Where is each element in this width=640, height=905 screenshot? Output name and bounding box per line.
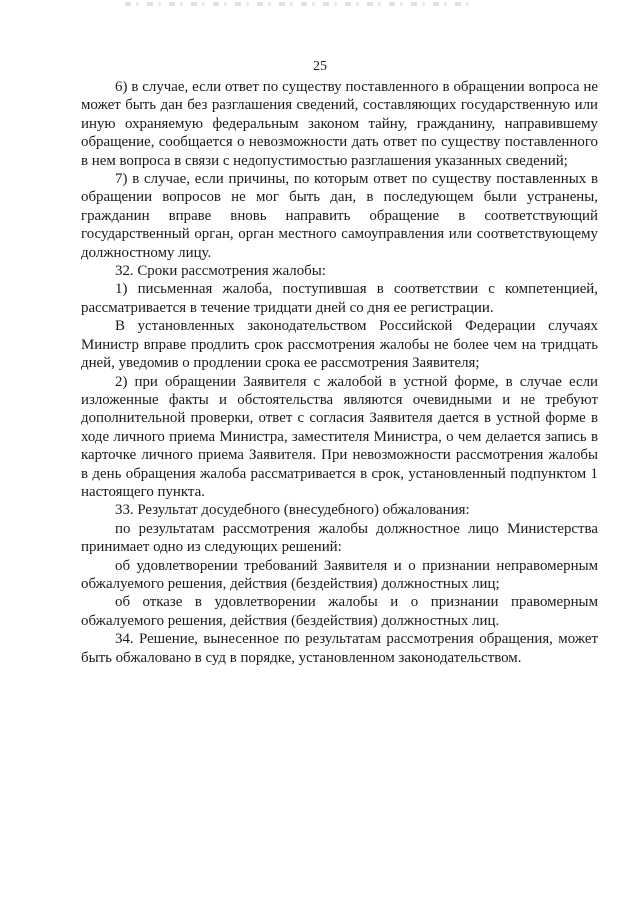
paragraph-33-refuse: об отказе в удовлетворении жалобы и о признании правомерным обжалуемого решения, действия (бездействия) должностных лиц.: [81, 594, 598, 629]
paragraph-item-6: 6) в случае, если ответ по существу поставленного в обращении вопроса не может быть дан без разглашения сведений, составляющих государственную или иную охраняемую федеральным законом тайну, гражданину, направившему обращение, сообщается о невозможности дать ответ по существу поставленного в нем вопроса в связи с недопустимостью разглашения указанных сведений;: [81, 79, 598, 169]
scan-artifact: [125, 2, 470, 6]
paragraph-33-intro: по результатам рассмотрения жалобы должностное лицо Министерства принимает одно из следующих решений:: [81, 520, 598, 556]
paragraph-32-extension: В установленных законодательством Российской Федерации случаях Министр вправе продлить срок рассмотрения жалобы не более чем на тридцать дней, уведомив о продлении срока ее рассмотрения Заявителя;: [81, 318, 598, 372]
document-body: [81, 78, 598, 667]
page-number: 25: [313, 59, 327, 74]
section-heading-33: 33. Результат досудебного (внесудебного) обжалования:: [115, 502, 470, 519]
section-heading-32: 32. Сроки рассмотрения жалобы:: [115, 263, 326, 280]
paragraph-32-2: 2) при обращении Заявителя с жалобой в устной форме, в случае если изложенные факты и обстоятельства являются очевидными и не требуют дополнительной проверки, ответ с согласия Заявителя дается в устной форме в ходе личного приема Министра, заместителя Министра, о чем делается запись в карточке личного приема Заявителя. При невозможности рассмотрения жалобы в день обращения жалоба рассматривается в срок, установленный подпунктом 1 настоящего пункта.: [81, 373, 598, 500]
paragraph-item-7: 7) в случае, если причины, по которым ответ по существу поставленных в обращении вопросов не мог быть дан, в последующем были устранены, гражданин вправе вновь направить обращение в соответствующий государственный орган, орган местного самоуправления или соответствующему должностному лицу.: [81, 171, 598, 261]
paragraph-33-satisfy: об удовлетворении требований Заявителя и о признании неправомерным обжалуемого решения, действия (бездействия) должностных лиц;: [81, 557, 598, 592]
section-34: 34. Решение, вынесенное по результатам рассмотрения обращения, может быть обжаловано в суд в порядке, установленном законодательством.: [81, 631, 598, 666]
paragraph-32-1: 1) письменная жалоба, поступившая в соответствии с компетенцией, рассматривается в течение тридцати дней со дня ее регистрации.: [81, 281, 598, 316]
